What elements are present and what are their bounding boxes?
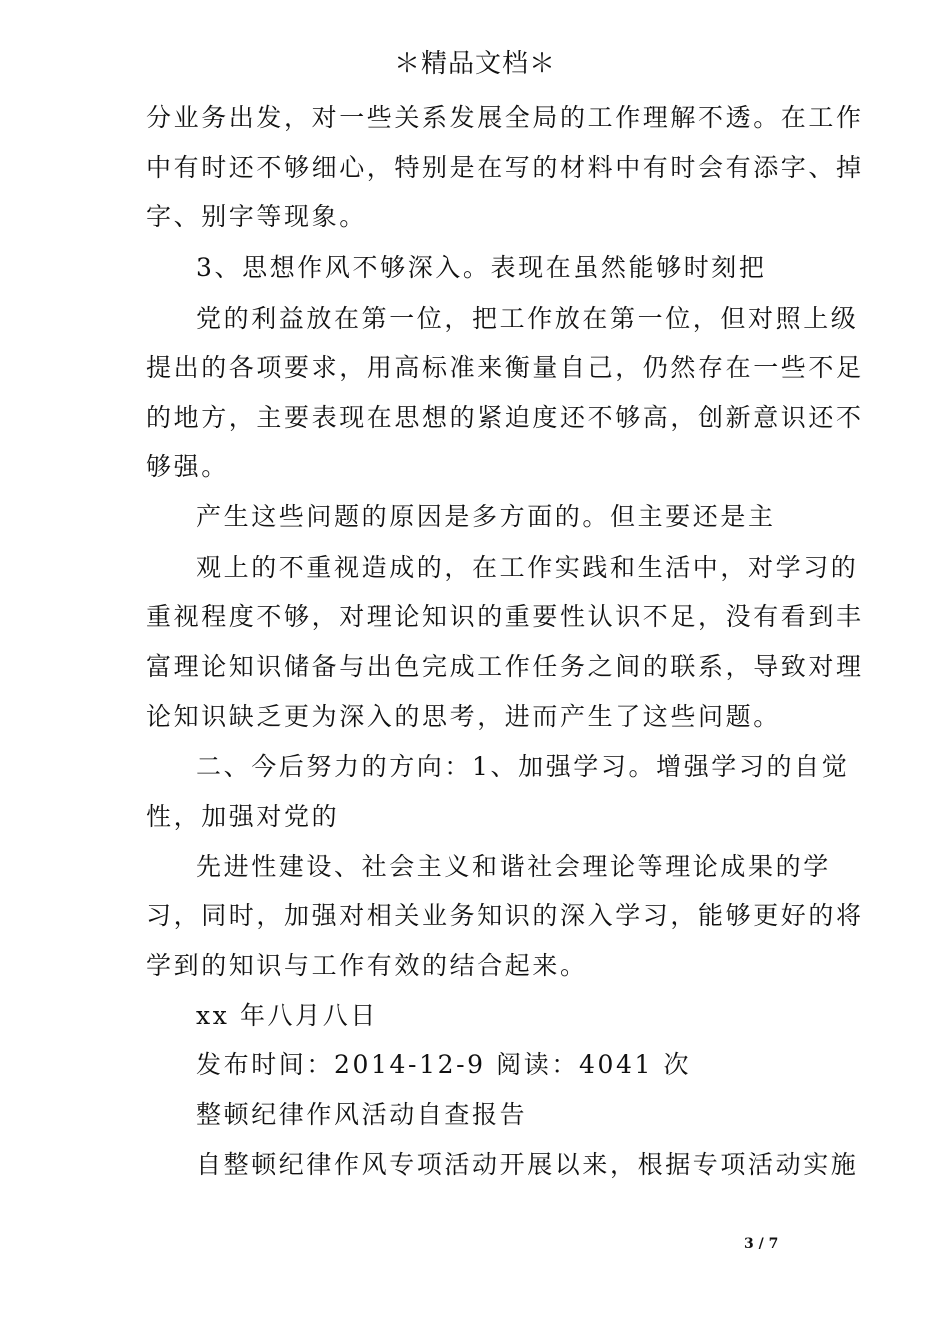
page-number: 3 / 7: [744, 1236, 779, 1252]
text-line: 分业务出发，对一些关系发展全局的工作理解不透。在工作: [146, 103, 864, 132]
text-line: 观上的不重视造成的，在工作实践和生活中，对学习的: [196, 553, 859, 582]
text-line: 富理论知识储备与出色完成工作任务之间的联系，导致对理: [146, 652, 864, 681]
text-line: 发布时间：2014-12-9 阅读：4041 次: [196, 1050, 692, 1079]
text-line: 整顿纪律作风活动自查报告: [196, 1100, 528, 1129]
text-line: 重视程度不够，对理论知识的重要性认识不足，没有看到丰: [146, 602, 864, 631]
text-line: 中有时还不够细心，特别是在写的材料中有时会有添字、掉: [146, 153, 864, 182]
text-line: 党的利益放在第一位，把工作放在第一位，但对照上级: [196, 304, 859, 333]
text-line: 提出的各项要求，用高标准来衡量自己，仍然存在一些不足: [146, 353, 864, 382]
text-line: 学到的知识与工作有效的结合起来。: [146, 951, 588, 980]
text-line: xx 年八月八日: [196, 1001, 378, 1030]
text-line: 论知识缺乏更为深入的思考，进而产生了这些问题。: [146, 702, 781, 731]
text-line: 产生这些问题的原因是多方面的。但主要还是主: [196, 502, 776, 531]
text-line: 二、今后努力的方向：1、加强学习。增强学习的自觉: [196, 752, 850, 781]
text-line: 自整顿纪律作风专项活动开展以来，根据专项活动实施: [196, 1150, 859, 1179]
page-header: ＊精品文档＊: [393, 49, 556, 79]
text-line: 习，同时，加强对相关业务知识的深入学习，能够更好的将: [146, 901, 864, 930]
text-line: 够强。: [146, 452, 229, 481]
text-line: 的地方，主要表现在思想的紧迫度还不够高，创新意识还不: [146, 403, 864, 432]
text-line: 性，加强对党的: [146, 802, 340, 831]
text-line: 先进性建设、社会主义和谐社会理论等理论成果的学: [196, 852, 831, 881]
text-line: 字、别字等现象。: [146, 202, 367, 231]
text-line: 3、思想作风不够深入。表现在虽然能够时刻把: [196, 253, 767, 282]
